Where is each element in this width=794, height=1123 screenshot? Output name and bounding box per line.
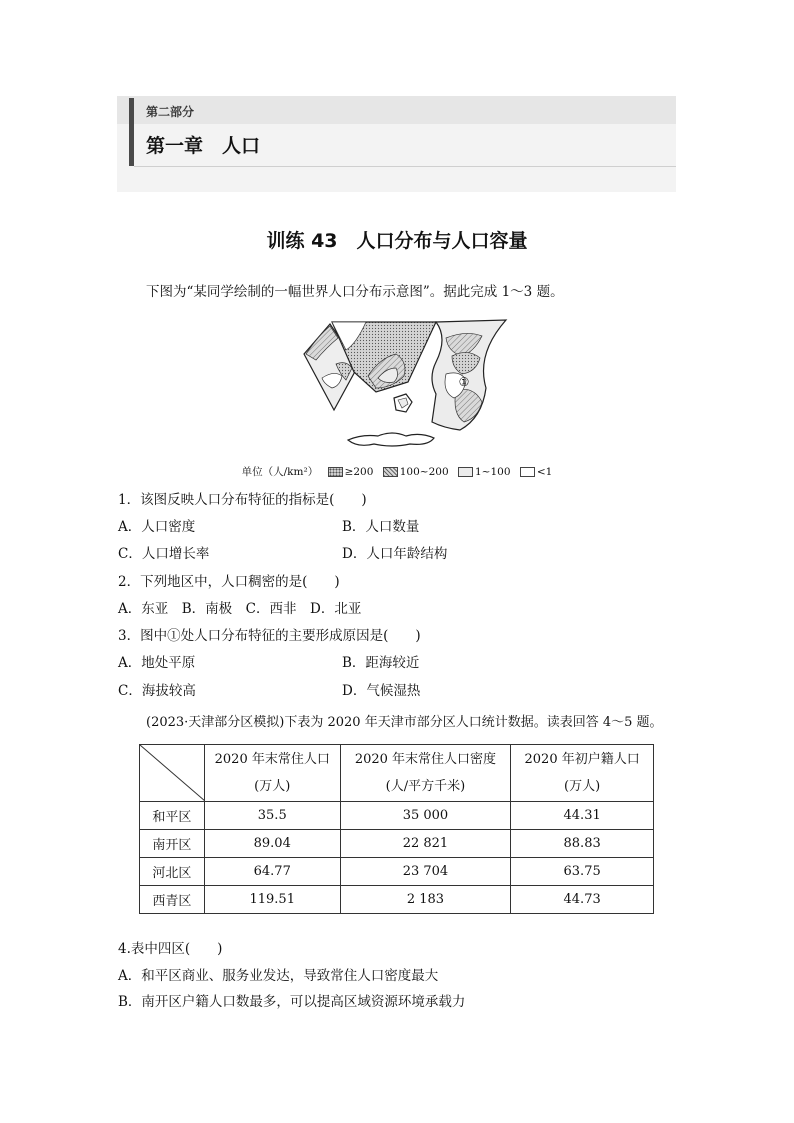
question-1-stem: 1．该图反映人口分布特征的指标是( ) bbox=[118, 492, 367, 508]
legend-swatch-hatched bbox=[383, 467, 398, 477]
question-2-stem: 2．下列地区中，人口稠密的是( ) bbox=[118, 574, 340, 590]
section-header-bar bbox=[129, 98, 134, 166]
table-cell: 35.5 bbox=[204, 802, 340, 830]
table-cell: 64.77 bbox=[204, 858, 340, 886]
question-3-option-d: D．气候湿热 bbox=[342, 683, 421, 699]
map-marker-1: ① bbox=[458, 375, 470, 389]
legend-item-low: 1~100 bbox=[458, 466, 511, 478]
legend-item-medium: 100~200 bbox=[383, 466, 449, 478]
table-row-label: 西青区 bbox=[140, 886, 205, 914]
legend-swatch-blank bbox=[520, 467, 535, 477]
table-row bbox=[140, 830, 654, 858]
population-map bbox=[296, 318, 508, 454]
table-diagonal bbox=[140, 745, 205, 801]
table-cell: 2 183 bbox=[340, 886, 511, 914]
table-cell: 23 704 bbox=[340, 858, 511, 886]
table-header-row bbox=[140, 745, 654, 802]
population-table bbox=[139, 744, 654, 914]
question-4-option-a: A．和平区商业、服务业发达，导致常住人口密度最大 bbox=[118, 968, 439, 984]
legend-item-high: ≥200 bbox=[328, 466, 374, 478]
table-cell: 63.75 bbox=[511, 858, 654, 886]
section-header-rule bbox=[134, 166, 676, 167]
section-header-band bbox=[117, 96, 676, 124]
question-3-option-b: B．距海较近 bbox=[342, 655, 420, 671]
table-cell: 88.83 bbox=[511, 830, 654, 858]
question-1-option-a: A．人口密度 bbox=[118, 519, 196, 535]
table-cell: 89.04 bbox=[204, 830, 340, 858]
table-row-label: 河北区 bbox=[140, 858, 205, 886]
legend-swatch-light bbox=[458, 467, 473, 477]
table-header-cell: 2020 年末常住人口密度 (人/平方千米) bbox=[340, 745, 511, 802]
table-cell: 119.51 bbox=[204, 886, 340, 914]
table-corner-cell bbox=[140, 745, 205, 802]
legend-unit: 单位（人/km²） bbox=[241, 466, 319, 478]
table-row bbox=[140, 802, 654, 830]
table-header-cell: 2020 年末常住人口 (万人) bbox=[204, 745, 340, 802]
table-row bbox=[140, 858, 654, 886]
table-cell: 35 000 bbox=[340, 802, 511, 830]
question-4-option-b: B．南开区户籍人口数最多，可以提高区域资源环境承载力 bbox=[118, 994, 466, 1010]
chapter-title: 第一章 人口 bbox=[146, 135, 261, 157]
question-3-option-a: A．地处平原 bbox=[118, 655, 196, 671]
table-cell: 44.31 bbox=[511, 802, 654, 830]
table-row bbox=[140, 886, 654, 914]
table-cell: 22 821 bbox=[340, 830, 511, 858]
part-label: 第二部分 bbox=[146, 105, 195, 119]
legend-item-sparse: <1 bbox=[520, 466, 552, 478]
table-header-cell: 2020 年初户籍人口 (万人) bbox=[511, 745, 654, 802]
question-1-option-c: C．人口增长率 bbox=[118, 546, 210, 562]
question-3-stem: 3．图中①处人口分布特征的主要形成原因是( ) bbox=[118, 628, 421, 644]
table-cell: 44.73 bbox=[511, 886, 654, 914]
lesson-title: 训练 43 人口分布与人口容量 bbox=[266, 230, 528, 252]
map-region-antarctica bbox=[348, 433, 434, 446]
map-legend bbox=[0, 464, 794, 479]
question-3-option-c: C．海拔较高 bbox=[118, 683, 196, 699]
question-4-stem: 4.表中四区( ) bbox=[118, 941, 223, 957]
table-row-label: 和平区 bbox=[140, 802, 205, 830]
table-row-label: 南开区 bbox=[140, 830, 205, 858]
legend-swatch-dotted bbox=[328, 467, 343, 477]
question-2-options: A．东亚 B．南极 C．西非 D．北亚 bbox=[118, 601, 362, 617]
question-1-option-b: B．人口数量 bbox=[342, 519, 420, 535]
question-1-option-d: D．人口年龄结构 bbox=[342, 546, 448, 562]
table-intro: (2023·天津部分区模拟)下表为 2020 年天津市部分区人口统计数据。读表回答 4～5 题。 bbox=[146, 715, 663, 730]
intro-text: 下图为“某同学绘制的一幅世界人口分布示意图”。据此完成 1～3 题。 bbox=[146, 284, 564, 300]
